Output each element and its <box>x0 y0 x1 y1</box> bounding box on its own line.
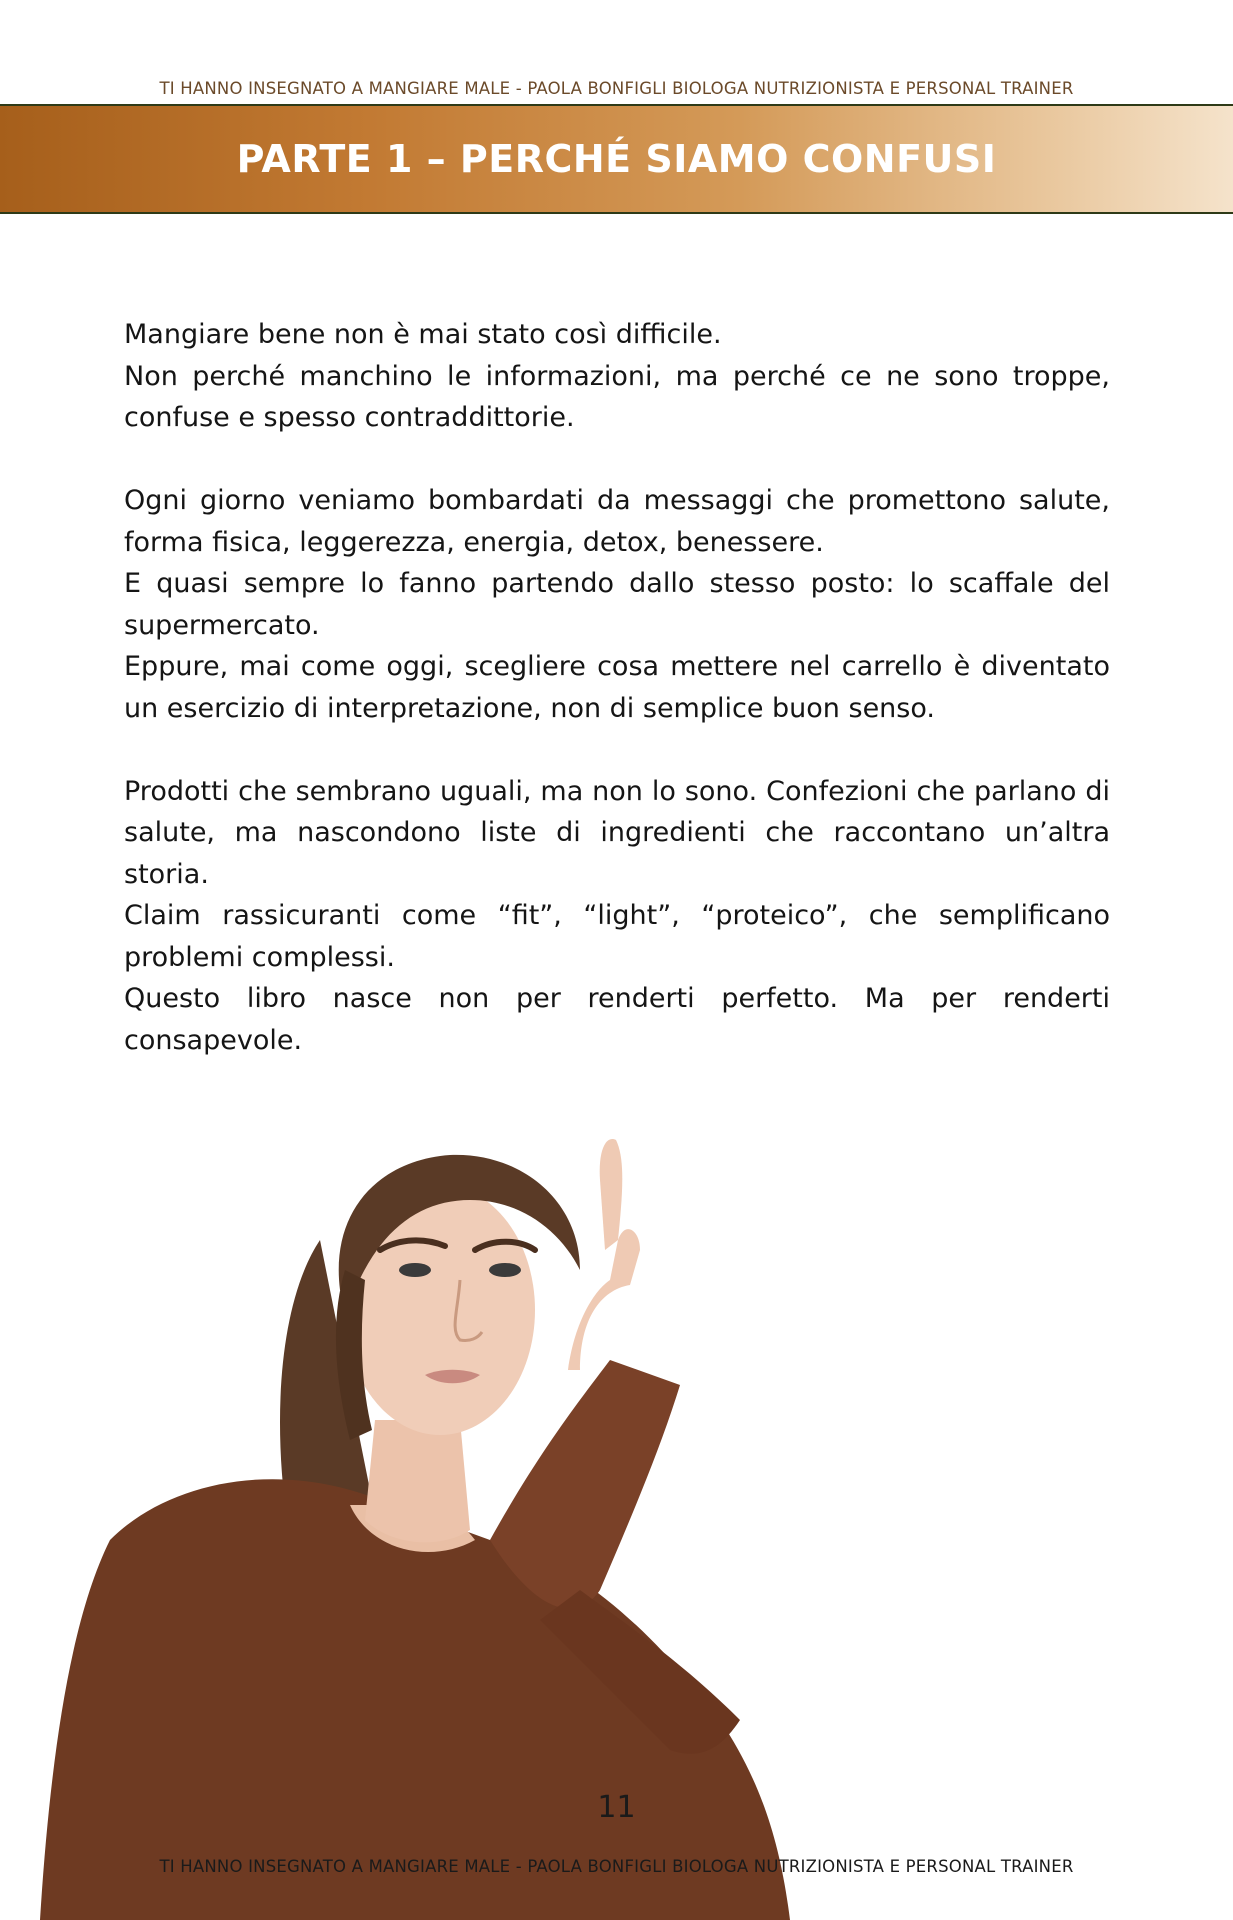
left-eye <box>399 1263 431 1277</box>
neck <box>365 1420 470 1542</box>
text-line: E quasi sempre lo fanno partendo dallo stesso posto: lo scaffale del supermercato. <box>124 568 1110 641</box>
text-line: Ogni giorno veniamo bombardati da messaggi che promettono salute, forma fisica, leggerezza, energia, detox, benessere. <box>124 485 1110 558</box>
text-line: Mangiare bene non è mai stato così difficile. <box>124 319 722 350</box>
text-line: Non perché manchino le informazioni, ma perché ce ne sono troppe, confuse e spesso contraddittorie. <box>124 360 1110 433</box>
page-number: 11 <box>597 1790 636 1825</box>
paragraph <box>124 314 1110 439</box>
raised-arm <box>490 1360 680 1608</box>
paragraph <box>124 771 1110 1062</box>
chapter-title: PARTE 1 – PERCHÉ SIAMO CONFUSI <box>236 137 997 181</box>
chapter-banner <box>0 104 1233 214</box>
text-line: Prodotti che sembrano uguali, ma non lo sono. Confezioni che parlano di salute, ma nascondono liste di ingredienti che raccontano un’altra storia. <box>124 775 1110 890</box>
running-header: TI HANNO INSEGNATO A MANGIARE MALE - PAOLA BONFIGLI BIOLOGA NUTRIZIONISTA E PERSONAL TRAINER <box>159 79 1074 98</box>
index-finger <box>600 1139 623 1250</box>
text-line: Eppure, mai come oggi, scegliere cosa mettere nel carrello è diventato un esercizio di interpretazione, non di semplice buon senso. <box>124 651 1110 724</box>
running-footer: TI HANNO INSEGNATO A MANGIARE MALE - PAOLA BONFIGLI BIOLOGA NUTRIZIONISTA E PERSONAL TRAINER <box>159 1857 1074 1876</box>
text-line: Claim rassicuranti come “fit”, “light”, “proteico”, che semplificano problemi complessi. <box>124 900 1110 973</box>
right-eye <box>489 1263 521 1277</box>
text-line: Questo libro nasce non per renderti perfetto. Ma per renderti consapevole. <box>124 983 1110 1056</box>
hand <box>568 1229 640 1370</box>
body-text <box>124 314 1110 1103</box>
paragraph <box>124 480 1110 729</box>
